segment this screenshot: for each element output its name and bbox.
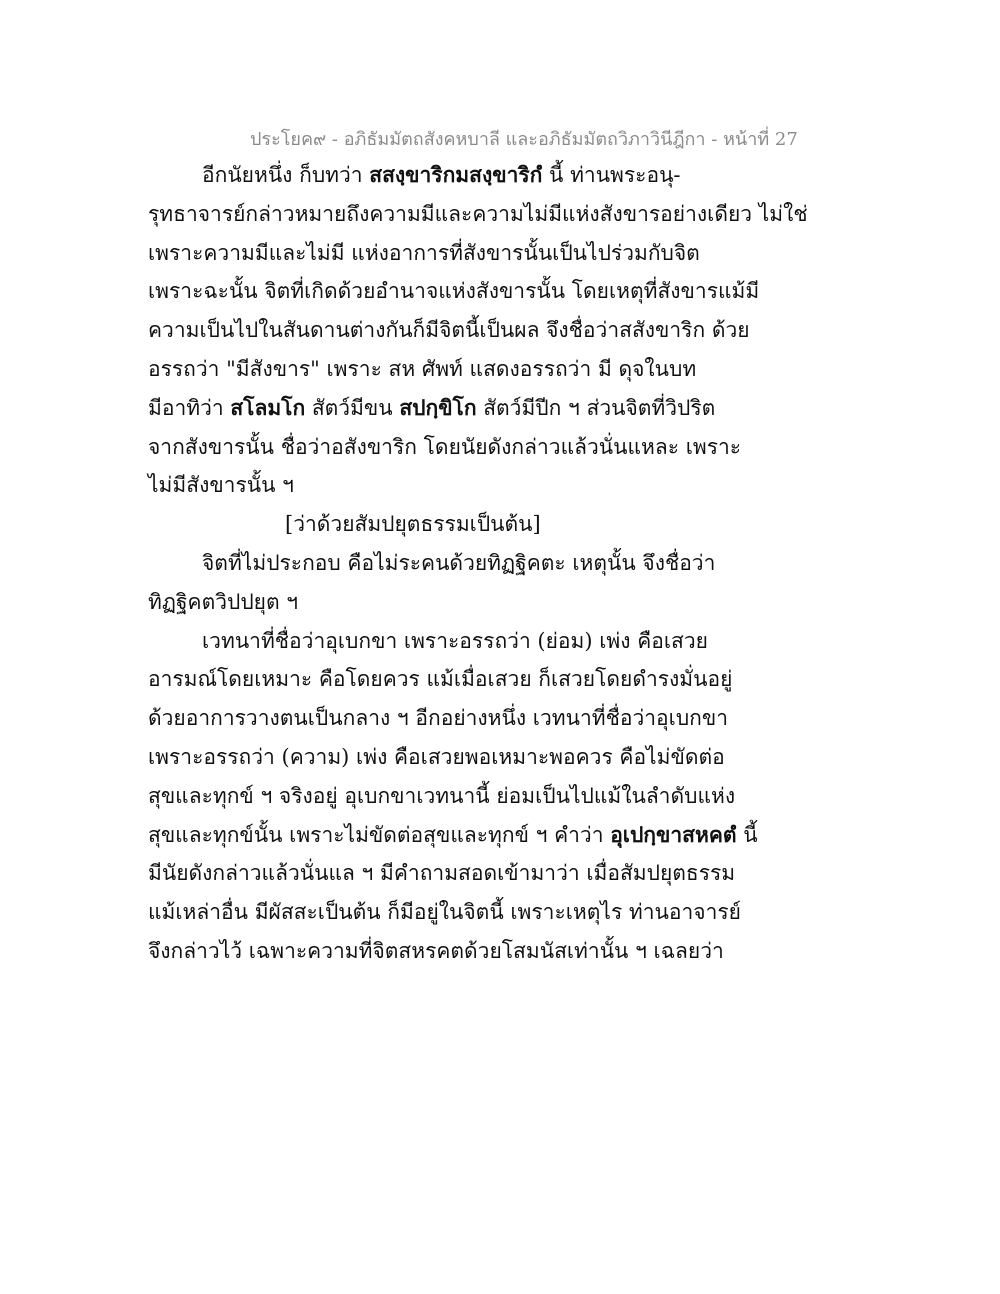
section-heading: [ว่าด้วยสัมปยุตธรรมเป็นต้น]	[285, 512, 541, 537]
paragraph-line: จิตที่ไม่ประกอบ คือไม่ระคนด้วยทิฏฐิคตะ เหตุนั้น จึงชื่อว่า	[202, 550, 716, 575]
paragraph-line: ความเป็นไปในสันดานต่างกันก็มีจิตนี้เป็นผล จึงชื่อว่าสสังขาริก ด้วย	[148, 318, 750, 343]
paragraph-line: เพราะฉะนั้น จิตที่เกิดด้วยอำนาจแห่งสังขารนั้น โดยเหตุที่สังขารแม้มี	[148, 279, 760, 304]
text-span: นี้ ท่านพระอนุ-	[542, 163, 681, 187]
text-span: อีกนัยหนึ่ง ก็บทว่า	[202, 163, 370, 187]
paragraph-line: มีนัยดังกล่าวแล้วนั่นแล ฯ มีคำถามสอดเข้ามาว่า เมื่อสัมปยุตธรรม	[148, 861, 736, 886]
pali-term: สปกฺขิโก	[399, 394, 477, 420]
paragraph-line	[148, 156, 708, 195]
text-span: สัตว์มีปีก ฯ ส่วนจิตที่วิปริต	[476, 395, 716, 420]
body-text	[148, 156, 808, 971]
paragraph-line: ด้วยอาการวางตนเป็นกลาง ฯ อีกอย่างหนึ่ง เวทนาที่ชื่อว่าอุเบกขา	[148, 706, 729, 731]
paragraph-line: ไม่มีสังขารนั้น ฯ	[148, 473, 294, 498]
paragraph-line: จึงกล่าวไว้ เฉพาะความที่จิตสหรคตด้วยโสมนัสเท่านั้น ฯ เฉลยว่า	[148, 938, 724, 963]
paragraph-line	[148, 389, 716, 428]
paragraph-line	[148, 816, 758, 855]
paragraph-line: ทิฏฐิคตวิปปยุต ฯ	[148, 589, 299, 614]
text-span: สุขและทุกข์นั้น เพราะไม่ขัดต่อสุขและทุกข์ ฯ คำว่า	[148, 822, 611, 847]
paragraph-line: จากสังขารนั้น ชื่อว่าอสังขาริก โดยนัยดังกล่าวแล้วนั่นแหละ เพราะ	[148, 434, 742, 459]
pali-term: อุเปกฺขาสหคตํ	[610, 821, 737, 847]
text-span: สัตว์มีขน	[305, 395, 400, 420]
text-span: นี้	[736, 822, 758, 847]
page-header: ประโยค๙ - อภิธัมมัตถสังคหบาลี และอภิธัมมัตถวิภาวินีฎีกา - หน้าที่ 27	[250, 129, 798, 150]
pali-term: สโลมโก	[230, 394, 306, 420]
paragraph-line: อรรถว่า "มีสังขาร" เพราะ สห ศัพท์ แสดงอรรถว่า มี ดุจในบท	[148, 356, 697, 381]
paragraph-line: เวทนาที่ชื่อว่าอุเบกขา เพราะอรรถว่า (ย่อม) เพ่ง คือเสวย	[202, 628, 708, 653]
text-span: มีอาทิว่า	[148, 395, 231, 420]
paragraph-line: อารมณ์โดยเหมาะ คือโดยควร แม้เมื่อเสวย ก็เสวยโดยดำรงมั่นอยู่	[148, 667, 733, 692]
paragraph-line: เพราะอรรถว่า (ความ) เพ่ง คือเสวยพอเหมาะพอควร คือไม่ขัดต่อ	[148, 744, 725, 769]
paragraph-line: แม้เหล่าอื่น มีผัสสะเป็นต้น ก็มีอยู่ในจิตนี้ เพราะเหตุไร ท่านอาจารย์	[148, 900, 741, 925]
pali-term: สสงฺขาริกมสงฺขาริกํ	[369, 162, 543, 187]
paragraph-line: เพราะความมีและไม่มี แห่งอาการที่สังขารนั้นเป็นไปร่วมกับจิต	[148, 240, 700, 265]
paragraph-line: รุทธาจารย์กล่าวหมายถึงความมีและความไม่มีแห่งสังขารอย่างเดียว ไม่ใช่	[148, 201, 808, 226]
paragraph-line: สุขและทุกข์ ฯ จริงอยู่ อุเบกขาเวทนานี้ ย่อมเป็นไปแม้ในลำดับแห่ง	[148, 783, 736, 808]
